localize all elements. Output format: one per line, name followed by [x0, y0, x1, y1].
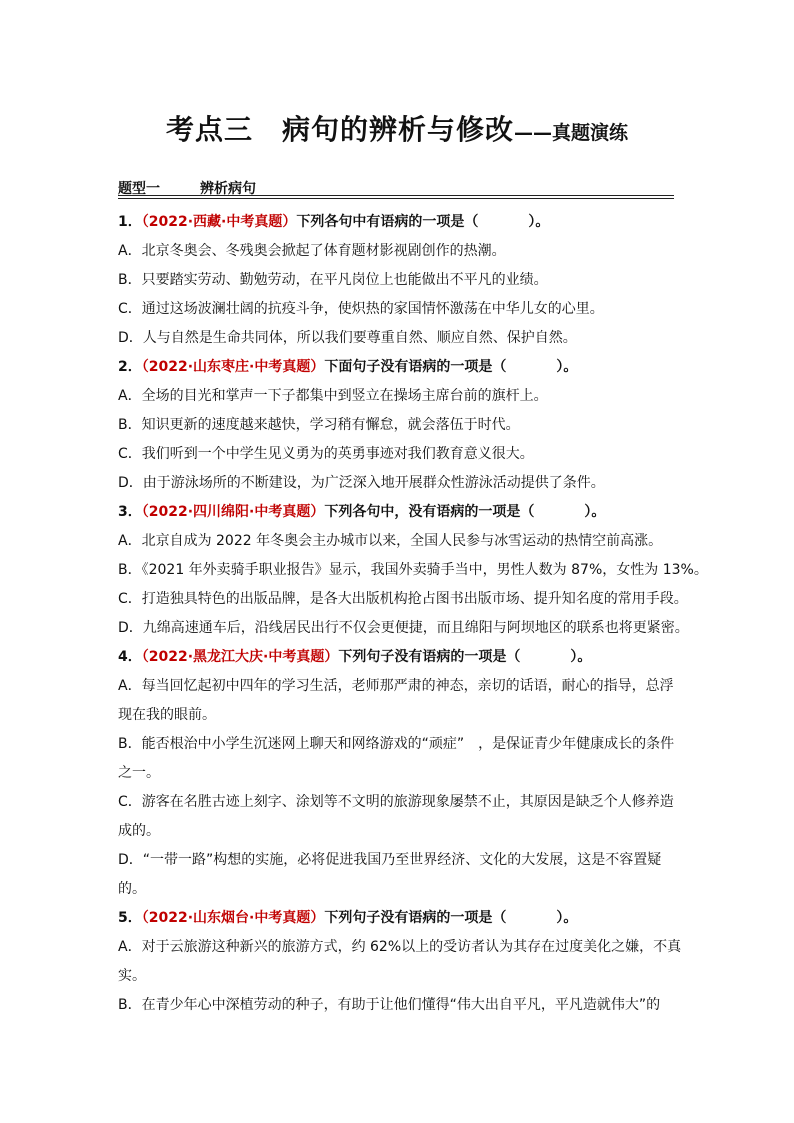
question-source: （2022·山东枣庄·中考真题）: [141, 359, 325, 375]
question-stem: [118, 498, 678, 527]
option-line: A．北京冬奥会、冬残奥会掀起了体育题材影视剧创作的热潮。: [118, 243, 506, 259]
question-stem: [118, 643, 678, 672]
option-line: D．由于游泳场所的不断建设，为广泛深入地开展群众性游泳活动提供了条件。: [118, 475, 605, 491]
question-source: （2022·西藏·中考真题）: [141, 214, 297, 230]
title-main: 考点三 病句的辨析与修改: [165, 113, 514, 146]
option-line: A．全场的目光和掌声一下子都集中到竖立在操场主席台前的旗杆上。: [118, 388, 548, 404]
option-line: B．《2021 年外卖骑手职业报告》显示，我国外卖骑手当中，男性人数为 87%，女性为 13%。: [118, 562, 708, 578]
question-text: 下列句子没有语病的一项是（: [338, 649, 521, 665]
question-number: 1．: [118, 214, 142, 230]
option-line: D．人与自然是生命共同体，所以我们要尊重自然、顺应自然、保护自然。: [118, 330, 577, 346]
question-source: （2022·黑龙江大庆·中考真题）: [141, 649, 339, 665]
question-source: （2022·山东烟台·中考真题）: [141, 910, 325, 926]
question-list: [118, 208, 708, 1020]
option-line: D．“一带一路”构想的实施，必将促进我国乃至世界经济、文化的大发展，这是不容置疑: [118, 852, 662, 868]
section-name: 辨析病句: [200, 181, 256, 197]
page-title: [0, 108, 794, 148]
option-continuation: 的。: [118, 881, 146, 897]
option-continuation: 现在我的眼前。: [118, 707, 216, 723]
option-line: B．只要踏实劳动、勤勉劳动，在平凡岗位上也能做出不平凡的业绩。: [118, 272, 548, 288]
option-line: C．通过这场波澜壮阔的抗疫斗争，使炽热的家国情怀激荡在中华儿女的心里。: [118, 301, 604, 317]
question-text: 下列各句中有语病的一项是（: [296, 214, 479, 230]
question-end: ）。: [528, 214, 550, 230]
option-line: C．打造独具特色的出版品牌，是各大出版机构抢占图书出版市场、提升知名度的常用手段。: [118, 591, 688, 607]
option-continuation: 实。: [118, 968, 146, 984]
question-stem: [118, 904, 678, 933]
question-text: 下面句子没有语病的一项是（: [324, 359, 507, 375]
section-label: 题型一: [118, 181, 160, 197]
question-end: ）。: [570, 649, 592, 665]
option-line: B．知识更新的速度越来越快，学习稍有懈怠，就会落伍于时代。: [118, 417, 520, 433]
option-line: B．能否根治中小学生沉迷网上聊天和网络游戏的“顽症” ，是保证青少年健康成长的条件: [118, 736, 675, 752]
question-number: 4．: [118, 649, 142, 665]
option-continuation: 之一。: [118, 765, 160, 781]
option-line: A．北京自成为 2022 年冬奥会主办城市以来，全国人民参与冰雪运动的热情空前高涨。: [118, 533, 663, 549]
question-number: 3．: [118, 504, 142, 520]
section-divider: [118, 195, 674, 196]
title-sub: ——真题演练: [514, 122, 629, 144]
option-line: D．九绵高速通车后，沿线居民出行不仅会更便捷，而且绵阳与阿坝地区的联系也将更紧密。: [118, 620, 689, 636]
option-continuation: 成的。: [118, 823, 160, 839]
question-stem: [118, 353, 678, 382]
section-header: [118, 176, 674, 198]
question-source: （2022·四川绵阳·中考真题）: [141, 504, 325, 520]
option-line: A．对于云旅游这种新兴的旅游方式，约 62%以上的受访者认为其存在过度美化之嫌，不真: [118, 939, 682, 955]
question-number: 5．: [118, 910, 142, 926]
option-line: C．我们听到一个中学生见义勇为的英勇事迹对我们教育意义很大。: [118, 446, 534, 462]
question-stem: [118, 208, 678, 237]
option-line: C．游客在名胜古迹上刻字、涂划等不文明的旅游现象屡禁不止，其原因是缺乏个人修养造: [118, 794, 674, 810]
section-divider-double: [118, 198, 674, 199]
question-number: 2．: [118, 359, 142, 375]
question-end: ）。: [556, 359, 578, 375]
option-line: A．每当回忆起初中四年的学习生活，老师那严肃的神态，亲切的话语，耐心的指导，总浮: [118, 678, 674, 694]
question-end: ）。: [584, 504, 606, 520]
question-text: 下列句子没有语病的一项是（: [324, 910, 507, 926]
question-text: 下列各句中，没有语病的一项是（: [324, 504, 535, 520]
option-line: B．在青少年心中深植劳动的种子，有助于让他们懂得“伟大出自平凡，平凡造就伟大”的: [118, 997, 661, 1013]
question-end: ）。: [556, 910, 578, 926]
